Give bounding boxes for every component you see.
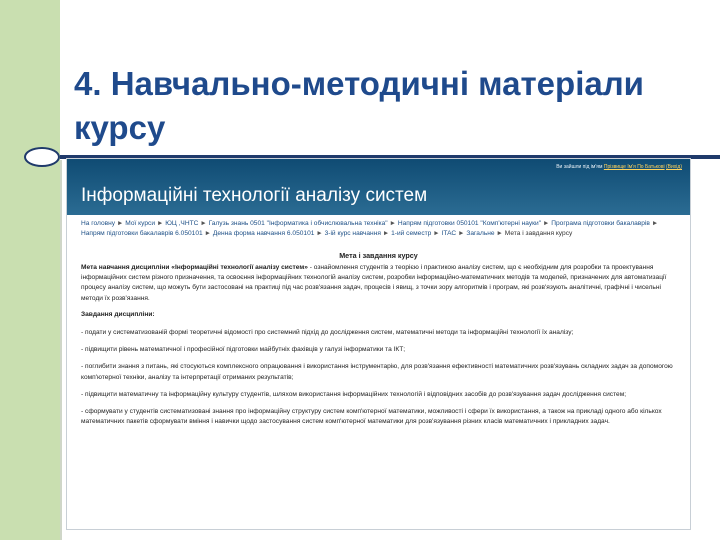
breadcrumb-item[interactable]: Мої курси bbox=[125, 220, 156, 227]
goal-label: Мета навчання дисципліни «Інформаційні технології аналізу систем» bbox=[81, 264, 308, 271]
slide-vertical-divider bbox=[60, 160, 62, 540]
slide-left-accent-bar bbox=[0, 0, 60, 540]
goal-text: - ознайомлення студентів з теорією і практикою аналізу систем, що є необхідним для розробки та проектування інформаційних систем різного призначення, та освоєння інформаційних технологій аналізу систем, розробки інформаційно-математичних методів та моделей, призначених для автоматизації процесу аналізу систем, що можуть бути застосовані на практиці під час розв'язання задач, процесів і явищ, з точки зору алгоритмів і програм, які розв'язують аналітичні, графічні і чисельні методи їх розв'язання. bbox=[81, 264, 667, 302]
breadcrumb-item[interactable]: Напрям підготовки бакалаврів 6.050101 bbox=[81, 230, 203, 237]
breadcrumb-item[interactable]: Програма підготовки бакалаврів bbox=[551, 220, 650, 227]
task-item: - сформувати у студентів систематизовані знання про інформаційну структуру систем комп'ютерної математики, можливості і сфери їх використання, а також на прикладі одного або кількох математичних пакетів сформувати вміння і навички щодо застосування систем комп'ютерної математики для розв'язування різних класів математичних і прикладних задач. bbox=[81, 408, 662, 426]
breadcrumb-item[interactable]: На головну bbox=[81, 220, 116, 227]
course-title: Інформаційні технології аналізу систем bbox=[81, 185, 428, 206]
breadcrumb-item[interactable]: Напрям підготовки 050101 "Комп'ютерні науки" bbox=[397, 220, 542, 227]
goal-paragraph bbox=[81, 263, 681, 304]
user-profile-link[interactable]: Прізвище Ім'я По Батькові bbox=[603, 164, 665, 170]
task-item: - поглибити знання з питань, які стосуються комплексного опрацювання і використання інструментарію, для розв'язання ефективності математичних розв'язувань складних задач за допомогою комп'ютерної техніки, аналізу та інтерпретації отриманих результатів; bbox=[81, 363, 673, 381]
breadcrumb-item[interactable]: Галузь знань 0501 "Інформатика і обчислювальна техніка" bbox=[208, 220, 388, 227]
breadcrumb-item[interactable]: ІТАС bbox=[441, 230, 457, 237]
breadcrumb-item[interactable]: 3-ій курс навчання bbox=[324, 230, 381, 237]
course-header-banner bbox=[67, 159, 690, 215]
task-item: - підвищити математичну та інформаційну культуру студентів, шляхом використання інформаційних технологій і відповідних засобів до розв'язування задач дослідження систем; bbox=[81, 390, 627, 398]
login-prefix: Ви зайшли під ім'ям bbox=[556, 164, 603, 170]
breadcrumb-item[interactable]: 1-ий семестр bbox=[391, 230, 432, 237]
slide-title: 4. Навчально-методичні матеріали курсу bbox=[74, 65, 644, 146]
slide-rule-circle-ornament bbox=[24, 147, 60, 167]
course-page-screenshot bbox=[66, 158, 691, 530]
login-info bbox=[556, 164, 682, 170]
tasks-section-title: Завдання дисципліни: bbox=[81, 310, 155, 318]
breadcrumb-item[interactable]: Денна форма навчання 6.050101 bbox=[212, 230, 315, 237]
task-item: - підвищити рівень математичної і професійної підготовки майбутніх фахівців у галузі інформатики та ІКТ; bbox=[81, 346, 406, 354]
logout-link[interactable]: (Вихід) bbox=[666, 164, 682, 170]
breadcrumb-current: Мета і завдання курсу bbox=[504, 230, 573, 237]
task-item: - подати у систематизованій формі теоретичні відомості про системний підхід до дослідження систем, математичні методи та інформаційні технології їх аналізу; bbox=[81, 329, 574, 337]
breadcrumb-item[interactable]: ЮЦ ,ЧНТС bbox=[165, 220, 199, 227]
course-goals-content bbox=[81, 263, 681, 434]
page-heading: Мета і завдання курсу bbox=[339, 251, 418, 260]
breadcrumb-item[interactable]: Загальне bbox=[466, 230, 495, 237]
breadcrumb: На головну ► Мої курси ► ЮЦ ,ЧНТС ► Галузь знань 0501 "Інформатика і обчислювальна техніка" ► Напрям підготовки 050101 "Комп'ютерні науки" ► Програма підготовки бакалаврів ► Напрям підготовки бакалаврів 6.050101 ► Денна форма навчання 6.050101 ► 3-ій курс навчання ► 1-ий семестр ► ІТАС ► Загальне ► Мета і завдання курсу bbox=[81, 220, 659, 237]
